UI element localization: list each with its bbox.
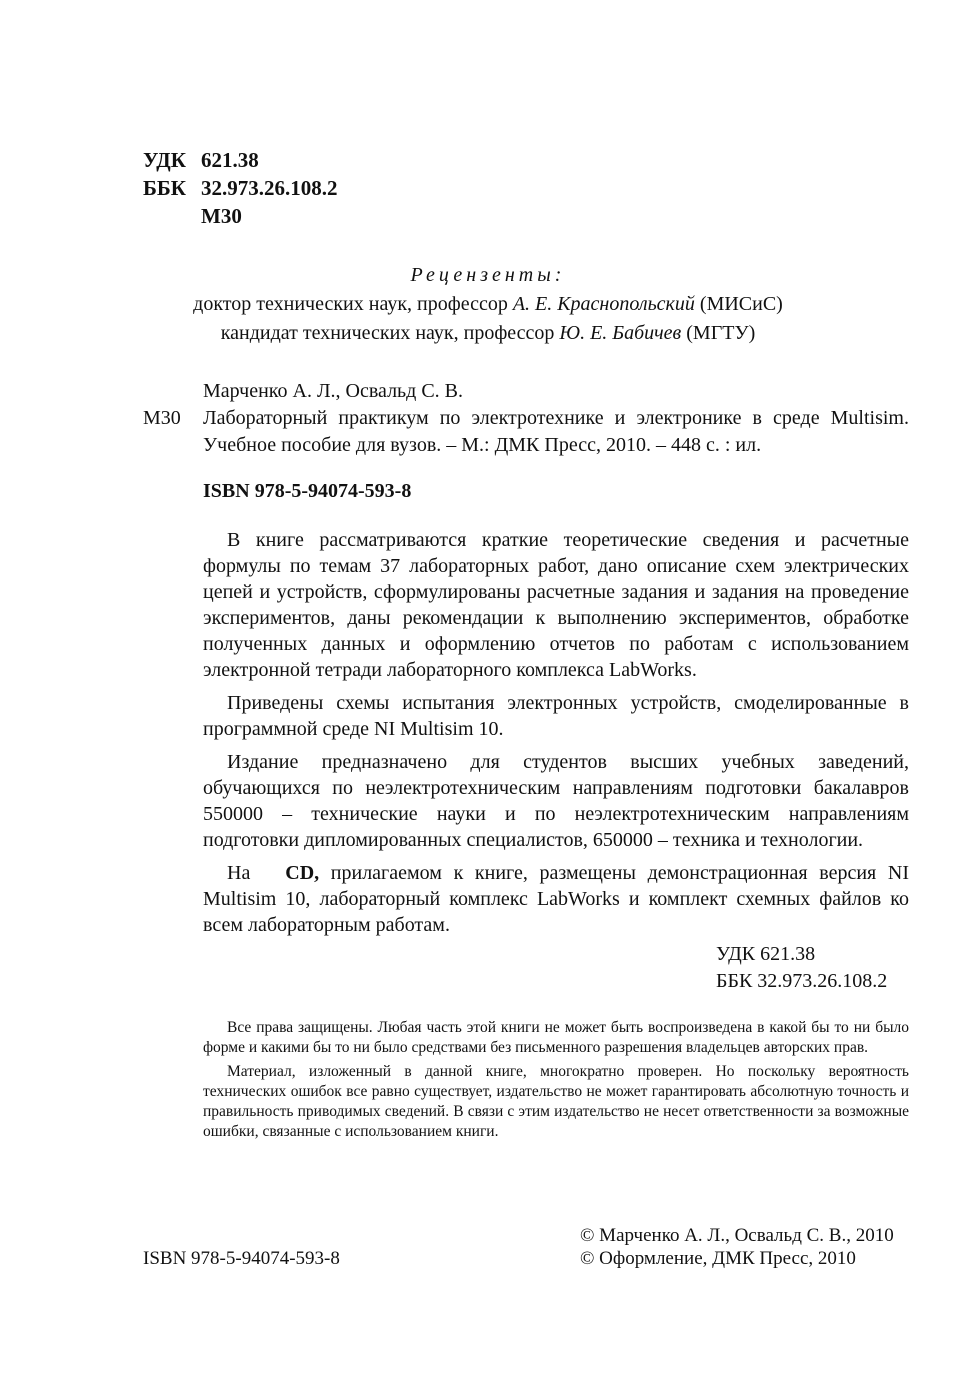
rights-paragraph-1: Все права защищены. Любая часть этой книги не может быть воспроизведена в какой бы то ни было форме и какими бы то ни было средствами без письменного разрешения владельцев авторских прав. [203, 1019, 909, 1056]
annotation-p4-prefix: На [227, 862, 251, 884]
annotation-paragraph-3: Издание предназначено для студентов высших учебных заведений, обучающихся по неэлектротехническим направлениям подготовки бакалавров 550000 – технические науки и по неэлектротехническим направлениям подготовки дипломированных специалистов, 650000 – техника и технологии. [203, 751, 909, 851]
udk-value: 621.38 [201, 148, 259, 172]
udk-label: УДК [143, 148, 186, 172]
catalog-isbn: ISBN 978-5-94074-593-8 [203, 480, 412, 502]
annotation-p4-cd: CD, [285, 862, 320, 884]
reviewer-1 [140, 290, 836, 319]
catalog-authors: Марченко А. Л., Освальд С. В. [203, 380, 464, 402]
reviewer-2-name: Ю. Е. Бабичев [559, 322, 682, 344]
author-mark: М30 [201, 204, 242, 228]
classification-block [143, 146, 338, 230]
right-bbk: ББК 32.973.26.108.2 [716, 970, 888, 992]
annotation-paragraph-4 [203, 860, 909, 938]
right-codes [716, 941, 887, 995]
reviewers-block [140, 261, 836, 348]
footer-copyright-2: © Оформление, ДМК Пресс, 2010 [580, 1248, 856, 1269]
annotation-p4-text: прилагаемом к книге, размещены демонстрационная версия NI Multisim 10, лабораторный комплекс LabWorks и комплект схемных файлов ко всем лабораторным работам. [203, 862, 909, 936]
reviewer-1-degree: доктор технических наук, профессор [193, 293, 508, 315]
reviewer-1-name: А. Е. Краснопольский [512, 293, 695, 315]
annotation-paragraph-1: В книге рассматриваются краткие теоретические сведения и расчетные формулы по темам 37 лабораторных работ, дано описание схем электрических цепей и устройств, сформулированы расчетные задания и задания на проведение экспериментов, даны рекомендации к выполнению экспериментов, обработке полученных данных и оформлению отчетов по работам с использованием электронной тетради лабораторного комплекса LabWorks. [203, 529, 909, 681]
rights-notice [203, 1018, 909, 1146]
catalog-mark: М30 [143, 407, 181, 429]
bbk-line [143, 174, 338, 202]
annotation-paragraph-2: Приведены схемы испытания электронных устройств, смоделированные в программной среде NI Multisim 10. [203, 692, 909, 740]
author-mark-line [143, 202, 338, 230]
bbk-label: ББК [143, 176, 186, 200]
rights-paragraph-2: Материал, изложенный в данной книге, многократно проверен. Но поскольку вероятность технических ошибок все равно существует, издательство не может гарантировать абсолютную точность и правильность приводимых сведений. В связи с этим издательство не несет ответственности за возможные ошибки, связанные с использованием книги. [203, 1063, 909, 1140]
annotation [203, 527, 909, 945]
reviewer-2-degree: кандидат технических наук, профессор [220, 322, 555, 344]
udk-line [143, 146, 338, 174]
bbk-value: 32.973.26.108.2 [201, 176, 338, 200]
reviewer-2 [140, 319, 836, 348]
reviewer-1-org: (МИСиС) [699, 293, 783, 315]
reviewer-2-org: (МГТУ) [686, 322, 756, 344]
right-udk: УДК 621.38 [716, 943, 816, 965]
reviewers-title: Рецензенты: [410, 264, 566, 286]
footer-isbn: ISBN 978-5-94074-593-8 [143, 1248, 340, 1269]
footer-copyright-1: © Марченко А. Л., Освальд С. В., 2010 [580, 1225, 894, 1246]
catalog-description: Лабораторный практикум по электротехнике и электронике в среде Multisim. Учебное пособие для вузов. – М.: ДМК Пресс, 2010. – 448 с. : ил. [203, 407, 909, 456]
